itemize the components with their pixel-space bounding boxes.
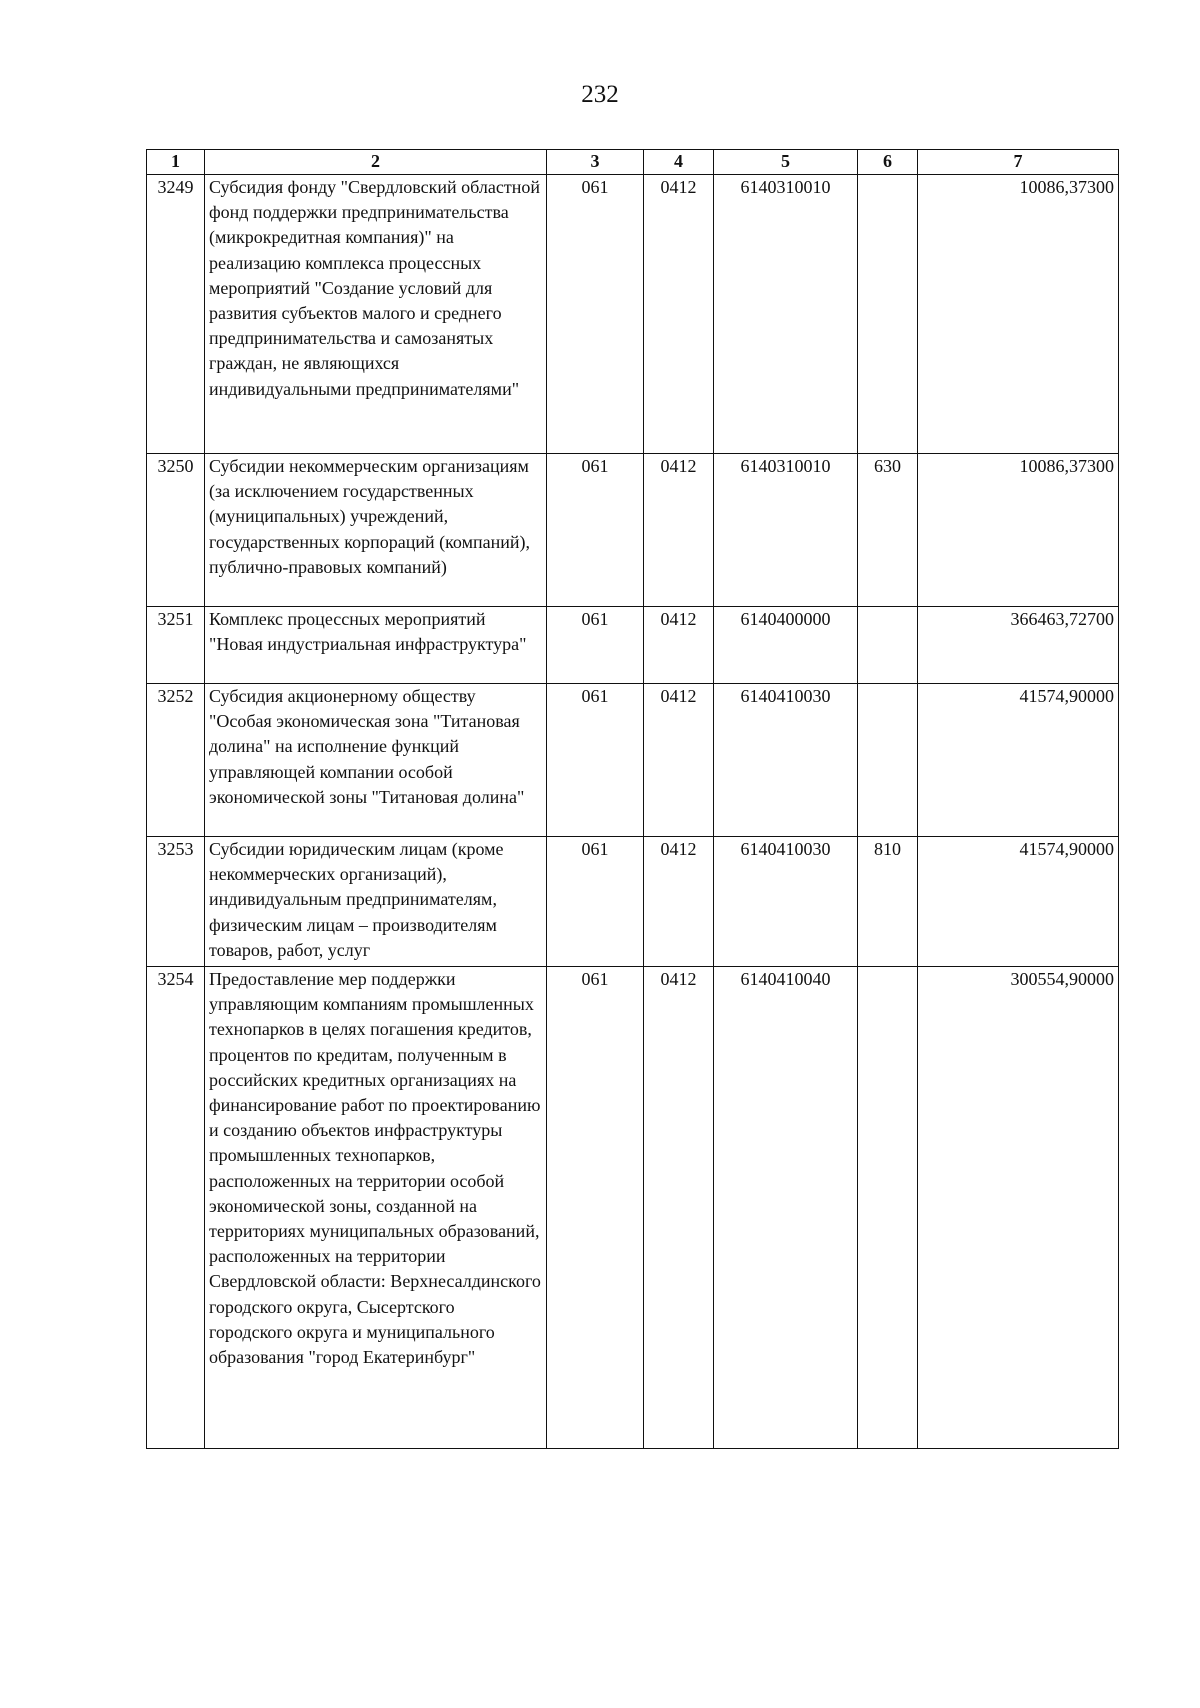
- row-col4: 0412: [644, 837, 714, 967]
- row-col6: [858, 684, 918, 837]
- row-col3: 061: [547, 967, 644, 1449]
- row-amount: 300554,90000: [918, 967, 1119, 1449]
- row-col5: 6140310010: [714, 454, 858, 607]
- row-description: Субсидии некоммерческим организациям (за исключением государственных (муниципальных) учреждений, государственных корпораций (компаний), публично-правовых компаний): [205, 454, 547, 607]
- row-number: 3250: [147, 454, 205, 607]
- row-description: Предоставление мер поддержки управляющим компаниям промышленных технопарков в целях погашения кредитов, процентов по кредитам, полученным в российских кредитных организациях на финансирование работ по проектированию и созданию объектов инфраструктуры промышленных технопарков, расположенных на территории особой экономической зоны, созданной на территориях муниципальных образований, расположенных на территории Свердловской области: Верхнесалдинского городского округа, Сысертского городского округа и муниципального образования "город Екатеринбург": [205, 967, 547, 1449]
- row-number: 3251: [147, 607, 205, 684]
- row-description: Субсидия фонду "Свердловский областной фонд поддержки предпринимательства (микрокредитная компания)" на реализацию комплекса процессных мероприятий "Создание условий для развития субъектов малого и среднего предпринимательства и самозанятых граждан, не являющихся индивидуальными предпринимателями": [205, 175, 547, 454]
- row-col4: 0412: [644, 684, 714, 837]
- row-col4: 0412: [644, 175, 714, 454]
- row-amount: 41574,90000: [918, 837, 1119, 967]
- row-number: 3253: [147, 837, 205, 967]
- row-col3: 061: [547, 607, 644, 684]
- row-col6: 810: [858, 837, 918, 967]
- column-header-7: 7: [918, 150, 1119, 175]
- row-amount: 10086,37300: [918, 454, 1119, 607]
- table-row: [147, 454, 1119, 607]
- row-number: 3249: [147, 175, 205, 454]
- page-number: 232: [581, 81, 619, 108]
- table-row: [147, 607, 1119, 684]
- row-col5: 6140310010: [714, 175, 858, 454]
- row-col4: 0412: [644, 967, 714, 1449]
- row-col3: 061: [547, 454, 644, 607]
- row-col4: 0412: [644, 454, 714, 607]
- row-col3: 061: [547, 175, 644, 454]
- row-col5: 6140400000: [714, 607, 858, 684]
- column-header-6: 6: [858, 150, 918, 175]
- row-amount: 366463,72700: [918, 607, 1119, 684]
- row-col6: [858, 175, 918, 454]
- row-amount: 10086,37300: [918, 175, 1119, 454]
- table-row: [147, 684, 1119, 837]
- row-col3: 061: [547, 837, 644, 967]
- column-header-2: 2: [205, 150, 547, 175]
- table-row: [147, 967, 1119, 1449]
- row-description: Субсидия акционерному обществу "Особая экономическая зона "Титановая долина" на исполнение функций управляющей компании особой экономической зоны "Титановая долина": [205, 684, 547, 837]
- column-header-3: 3: [547, 150, 644, 175]
- budget-table: [146, 149, 1119, 1449]
- row-number: 3254: [147, 967, 205, 1449]
- row-number: 3252: [147, 684, 205, 837]
- row-col4: 0412: [644, 607, 714, 684]
- column-header-5: 5: [714, 150, 858, 175]
- row-col6: [858, 967, 918, 1449]
- row-col5: 6140410030: [714, 684, 858, 837]
- column-header-1: 1: [147, 150, 205, 175]
- column-header-4: 4: [644, 150, 714, 175]
- table-row: [147, 837, 1119, 967]
- row-description: Комплекс процессных мероприятий "Новая индустриальная инфраструктура": [205, 607, 547, 684]
- row-col5: 6140410040: [714, 967, 858, 1449]
- table-row: [147, 175, 1119, 454]
- row-col6: [858, 607, 918, 684]
- row-col6: 630: [858, 454, 918, 607]
- row-description: Субсидии юридическим лицам (кроме некоммерческих организаций), индивидуальным предпринимателям, физическим лицам – производителям товаров, работ, услуг: [205, 837, 547, 967]
- row-amount: 41574,90000: [918, 684, 1119, 837]
- row-col5: 6140410030: [714, 837, 858, 967]
- table-header-row: [147, 150, 1119, 175]
- row-col3: 061: [547, 684, 644, 837]
